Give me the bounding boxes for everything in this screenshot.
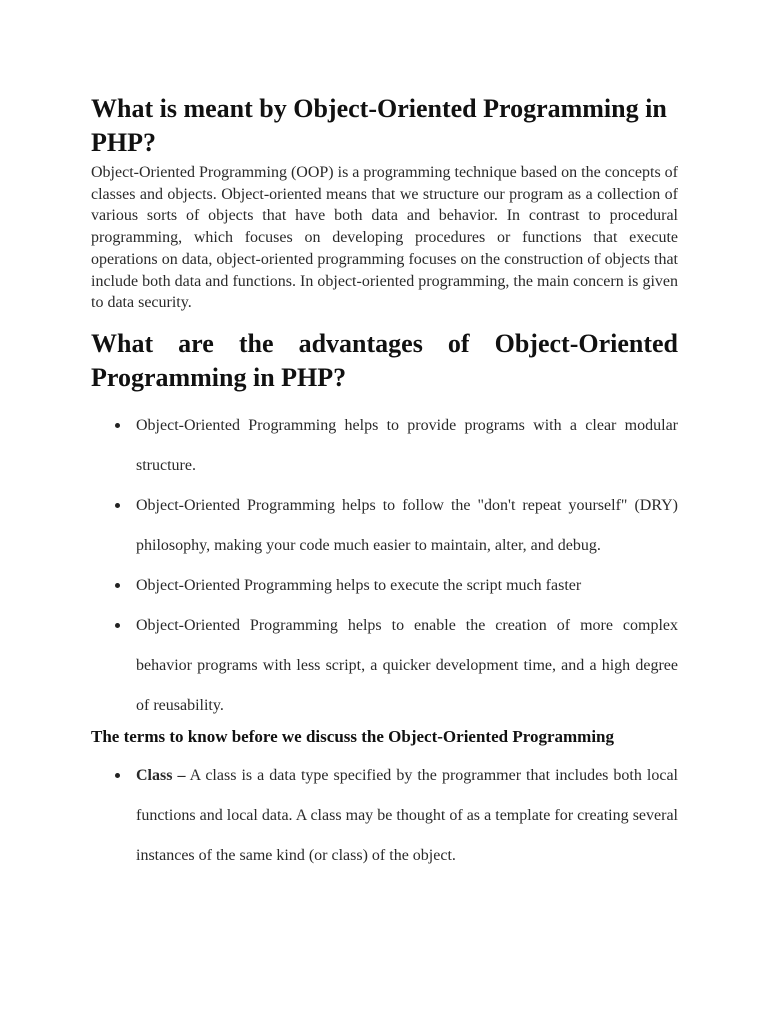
list-item-text: Object-Oriented Programming helps to follow the "don't repeat yourself" (DRY) philosophy, making your code much easier to maintain, alter, and debug.	[136, 496, 678, 554]
bullet-icon	[115, 773, 120, 778]
list-item	[91, 606, 678, 726]
list-item-text: Object-Oriented Programming helps to enable the creation of more complex behavior programs with less script, a quicker development time, and a high degree of reusability.	[136, 616, 678, 714]
term-name: Class –	[136, 766, 186, 784]
list-item	[91, 566, 678, 606]
bullet-icon	[115, 583, 120, 588]
advantages-list	[91, 406, 678, 726]
heading-advantages: What are the advantages of Object-Oriented Programming in PHP?	[91, 328, 678, 392]
document-page	[91, 92, 678, 876]
intro-paragraph: Object-Oriented Programming (OOP) is a programming technique based on the concepts of classes and objects. Object-oriented means that we structure our program as a collection of various sorts of objects that have both data and behavior. In contrast to procedural programming, which focuses on developing procedures or functions that execute operations on data, object-oriented programming focuses on the construction of objects that include both data and functions. In object-oriented programming, the main concern is given to data security.	[91, 164, 678, 312]
list-item-text: Object-Oriented Programming helps to provide programs with a clear modular structure.	[136, 416, 678, 474]
list-item	[91, 486, 678, 566]
heading-what-is-oop: What is meant by Object-Oriented Programming in PHP?	[91, 94, 667, 157]
list-item	[91, 756, 678, 876]
bullet-icon	[115, 423, 120, 428]
term-definition: A class is a data type specified by the programmer that includes both local functions and local data. A class may be thought of as a template for creating several instances of the same kind (or class) of the object.	[136, 766, 678, 864]
list-item	[91, 406, 678, 486]
terms-heading: The terms to know before we discuss the Object-Oriented Programming	[91, 726, 614, 746]
bullet-icon	[115, 623, 120, 628]
list-item-text: Object-Oriented Programming helps to execute the script much faster	[136, 576, 582, 594]
advantages-section	[91, 327, 678, 395]
terms-list	[91, 756, 678, 876]
bullet-icon	[115, 503, 120, 508]
